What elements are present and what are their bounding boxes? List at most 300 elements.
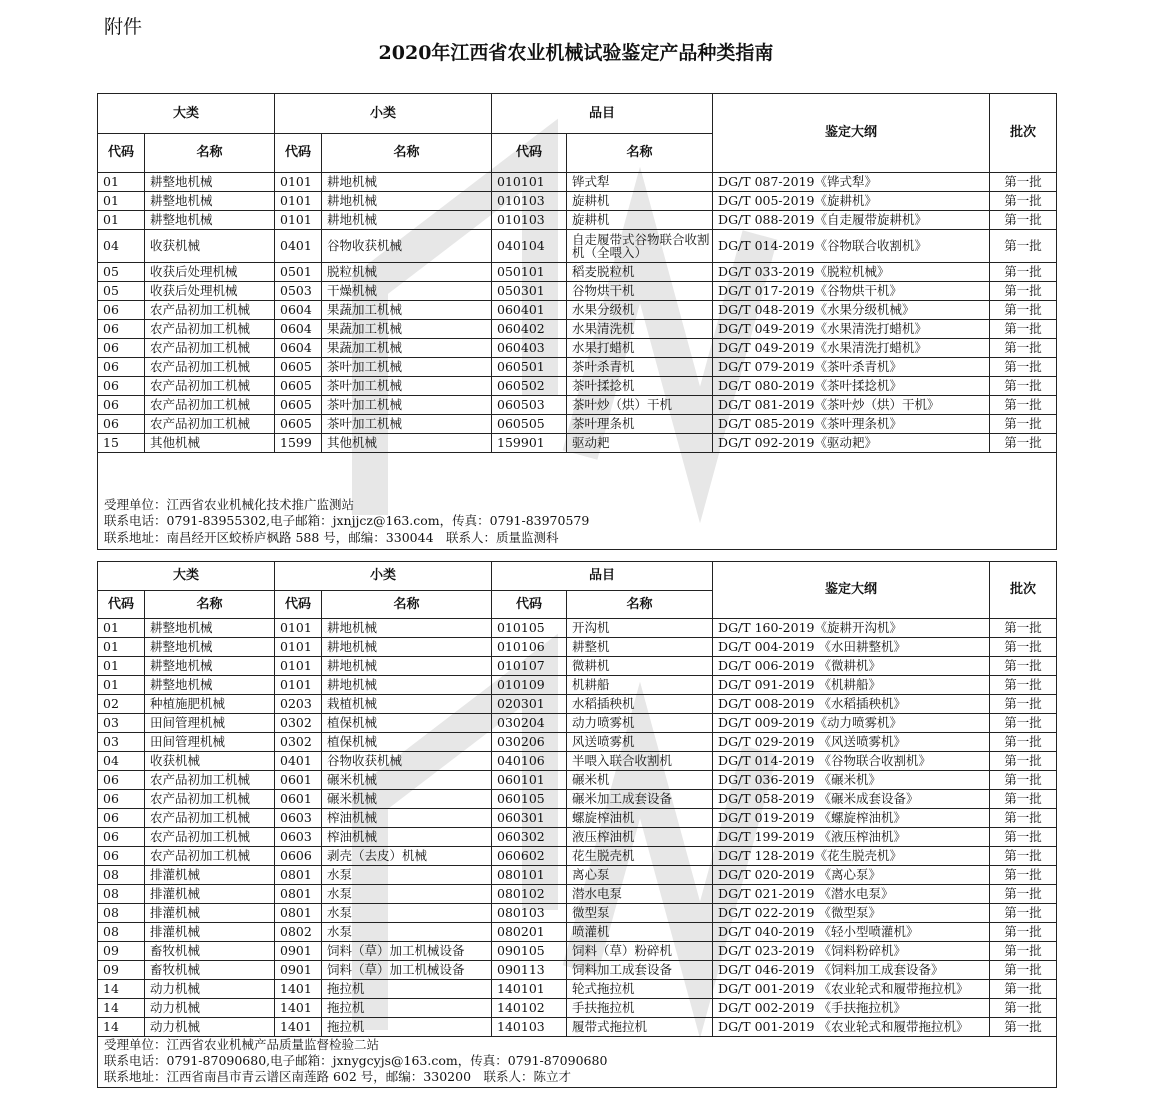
cell-item-code: 040104 (492, 230, 567, 263)
table-row (98, 358, 1057, 377)
cell-category-name: 收获机械 (145, 752, 275, 771)
cell-item-code: 060301 (492, 809, 567, 828)
cell-category-code: 05 (98, 263, 145, 282)
cell-batch: 第一批 (990, 434, 1057, 453)
cell-item-code: 060101 (492, 771, 567, 790)
cell-outline: DG/T 088-2019《自走履带旋耕机》 (713, 211, 990, 230)
header-category-name: 名称 (145, 134, 275, 173)
cell-subcategory-name: 碾米机械 (322, 790, 492, 809)
cell-category-name: 农产品初加工机械 (145, 771, 275, 790)
cell-item-code: 140101 (492, 980, 567, 999)
cell-item-code: 060503 (492, 396, 567, 415)
cell-item-name: 手扶拖拉机 (567, 999, 713, 1018)
cell-category-code: 03 (98, 714, 145, 733)
cell-subcategory-name: 茶叶加工机械 (322, 415, 492, 434)
header-subcategory: 小类 (275, 562, 492, 591)
header-category: 大类 (98, 562, 275, 591)
cell-subcategory-name: 耕地机械 (322, 657, 492, 676)
cell-category-code: 06 (98, 847, 145, 866)
cell-item-name: 饲料（草）粉碎机 (567, 942, 713, 961)
cell-item-code: 030204 (492, 714, 567, 733)
contact-info-section-2 (98, 1037, 1057, 1088)
cell-category-code: 06 (98, 377, 145, 396)
table-row (98, 923, 1057, 942)
cell-subcategory-code: 0101 (275, 657, 322, 676)
cell-subcategory-code: 0605 (275, 396, 322, 415)
cell-outline: DG/T 087-2019《铧式犁》 (713, 173, 990, 192)
cell-category-code: 06 (98, 339, 145, 358)
cell-item-code: 060602 (492, 847, 567, 866)
cell-outline: DG/T 020-2019 《离心泵》 (713, 866, 990, 885)
cell-category-code: 14 (98, 999, 145, 1018)
cell-category-name: 耕整地机械 (145, 192, 275, 211)
cell-item-code: 060401 (492, 301, 567, 320)
cell-category-code: 06 (98, 828, 145, 847)
cell-batch: 第一批 (990, 192, 1057, 211)
cell-item-name: 碾米机 (567, 771, 713, 790)
cell-subcategory-code: 1599 (275, 434, 322, 453)
cell-subcategory-name: 耕地机械 (322, 619, 492, 638)
cell-item-name: 风送喷雾机 (567, 733, 713, 752)
table-row (98, 657, 1057, 676)
table-row (98, 434, 1057, 453)
cell-item-name: 铧式犁 (567, 173, 713, 192)
cell-outline: DG/T 014-2019《谷物联合收割机》 (713, 230, 990, 263)
cell-item-code: 010106 (492, 638, 567, 657)
header-outline: 鉴定大纲 (713, 94, 990, 173)
cell-outline: DG/T 023-2019 《饲料粉碎机》 (713, 942, 990, 961)
table-body-section-2 (98, 619, 1057, 1037)
cell-subcategory-name: 饲料（草）加工机械设备 (322, 942, 492, 961)
cell-category-code: 06 (98, 396, 145, 415)
table-row (98, 847, 1057, 866)
cell-category-name: 耕整地机械 (145, 676, 275, 695)
cell-subcategory-code: 0802 (275, 923, 322, 942)
table-row (98, 866, 1057, 885)
cell-batch: 第一批 (990, 961, 1057, 980)
table-row (98, 192, 1057, 211)
cell-item-name: 水稻插秧机 (567, 695, 713, 714)
cell-item-name: 花生脱壳机 (567, 847, 713, 866)
cell-category-code: 09 (98, 961, 145, 980)
cell-subcategory-code: 0203 (275, 695, 322, 714)
cell-category-code: 01 (98, 676, 145, 695)
cell-subcategory-name: 耕地机械 (322, 638, 492, 657)
cell-category-name: 耕整地机械 (145, 173, 275, 192)
table-row (98, 828, 1057, 847)
cell-item-code: 080201 (492, 923, 567, 942)
header-item-code: 代码 (492, 591, 567, 619)
cell-item-name: 开沟机 (567, 619, 713, 638)
cell-subcategory-name: 果蔬加工机械 (322, 339, 492, 358)
attachment-label: 附件 (104, 16, 143, 38)
cell-outline: DG/T 021-2019 《潜水电泵》 (713, 885, 990, 904)
cell-outline: DG/T 199-2019 《液压榨油机》 (713, 828, 990, 847)
cell-item-code: 159901 (492, 434, 567, 453)
cell-outline: DG/T 092-2019《驱动耙》 (713, 434, 990, 453)
cell-subcategory-code: 0603 (275, 809, 322, 828)
header-item: 品目 (492, 94, 713, 134)
cell-subcategory-name: 拖拉机 (322, 999, 492, 1018)
contact-address: 联系地址：南昌经开区蛟桥庐枫路 588 号，邮编：330044 联系人：质量监测科 (104, 529, 559, 545)
cell-subcategory-name: 水泵 (322, 923, 492, 942)
cell-category-code: 04 (98, 230, 145, 263)
cell-subcategory-name: 植保机械 (322, 733, 492, 752)
cell-item-code: 030206 (492, 733, 567, 752)
cell-item-name: 稻麦脱粒机 (567, 263, 713, 282)
cell-category-name: 耕整地机械 (145, 211, 275, 230)
cell-category-code: 01 (98, 173, 145, 192)
cell-category-code: 06 (98, 790, 145, 809)
cell-item-name: 谷物烘干机 (567, 282, 713, 301)
cell-batch: 第一批 (990, 339, 1057, 358)
cell-batch: 第一批 (990, 301, 1057, 320)
cell-category-name: 耕整地机械 (145, 657, 275, 676)
cell-batch: 第一批 (990, 695, 1057, 714)
table-row (98, 320, 1057, 339)
cell-item-name: 潜水电泵 (567, 885, 713, 904)
cell-outline: DG/T 006-2019 《微耕机》 (713, 657, 990, 676)
cell-subcategory-code: 0101 (275, 173, 322, 192)
cell-item-code: 090113 (492, 961, 567, 980)
cell-item-name: 自走履带式谷物联合收割机（全喂入） (567, 230, 713, 263)
cell-item-name: 微耕机 (567, 657, 713, 676)
cell-item-code: 060302 (492, 828, 567, 847)
table-row (98, 999, 1057, 1018)
cell-category-name: 其他机械 (145, 434, 275, 453)
cell-subcategory-name: 耕地机械 (322, 173, 492, 192)
cell-subcategory-name: 耕地机械 (322, 192, 492, 211)
header-category-code: 代码 (98, 591, 145, 619)
cell-subcategory-name: 剥壳（去皮）机械 (322, 847, 492, 866)
cell-subcategory-code: 0302 (275, 714, 322, 733)
cell-subcategory-name: 耕地机械 (322, 211, 492, 230)
cell-subcategory-name: 茶叶加工机械 (322, 377, 492, 396)
table-row (98, 714, 1057, 733)
cell-category-name: 耕整地机械 (145, 619, 275, 638)
cell-category-code: 05 (98, 282, 145, 301)
header-item-code: 代码 (492, 134, 567, 173)
cell-batch: 第一批 (990, 999, 1057, 1018)
cell-item-name: 动力喷雾机 (567, 714, 713, 733)
cell-category-name: 收获机械 (145, 230, 275, 263)
cell-subcategory-code: 1401 (275, 980, 322, 999)
table-row (98, 1018, 1057, 1037)
header-subcategory-name: 名称 (322, 134, 492, 173)
contact-info-section-1 (98, 453, 1057, 550)
cell-item-code: 010101 (492, 173, 567, 192)
cell-subcategory-name: 水泵 (322, 866, 492, 885)
cell-subcategory-name: 果蔬加工机械 (322, 320, 492, 339)
cell-item-name: 轮式拖拉机 (567, 980, 713, 999)
cell-category-name: 动力机械 (145, 980, 275, 999)
cell-outline: DG/T 040-2019 《轻小型喷灌机》 (713, 923, 990, 942)
cell-subcategory-code: 0604 (275, 339, 322, 358)
cell-batch: 第一批 (990, 282, 1057, 301)
cell-subcategory-code: 0302 (275, 733, 322, 752)
cell-subcategory-code: 0503 (275, 282, 322, 301)
cell-subcategory-code: 0606 (275, 847, 322, 866)
cell-subcategory-name: 谷物收获机械 (322, 230, 492, 263)
cell-outline: DG/T 002-2019 《手扶拖拉机》 (713, 999, 990, 1018)
cell-category-name: 农产品初加工机械 (145, 377, 275, 396)
cell-category-name: 农产品初加工机械 (145, 358, 275, 377)
table-row (98, 980, 1057, 999)
cell-subcategory-name: 谷物收获机械 (322, 752, 492, 771)
cell-outline: DG/T 005-2019《旋耕机》 (713, 192, 990, 211)
cell-outline: DG/T 009-2019《动力喷雾机》 (713, 714, 990, 733)
cell-item-name: 饲料加工成套设备 (567, 961, 713, 980)
cell-batch: 第一批 (990, 377, 1057, 396)
cell-item-code: 080101 (492, 866, 567, 885)
cell-subcategory-name: 水泵 (322, 904, 492, 923)
cell-subcategory-code: 0603 (275, 828, 322, 847)
table-row (98, 790, 1057, 809)
cell-category-name: 畜牧机械 (145, 942, 275, 961)
table-row (98, 809, 1057, 828)
cell-batch: 第一批 (990, 415, 1057, 434)
cell-outline: DG/T 091-2019 《机耕船》 (713, 676, 990, 695)
cell-item-name: 碾米加工成套设备 (567, 790, 713, 809)
cell-batch: 第一批 (990, 809, 1057, 828)
cell-subcategory-code: 0601 (275, 790, 322, 809)
cell-item-name: 茶叶炒（烘）干机 (567, 396, 713, 415)
table-row (98, 733, 1057, 752)
cell-category-code: 01 (98, 211, 145, 230)
cell-subcategory-code: 0401 (275, 752, 322, 771)
cell-category-name: 田间管理机械 (145, 733, 275, 752)
cell-subcategory-code: 0101 (275, 638, 322, 657)
cell-category-code: 06 (98, 301, 145, 320)
cell-category-code: 03 (98, 733, 145, 752)
cell-item-code: 060505 (492, 415, 567, 434)
cell-batch: 第一批 (990, 638, 1057, 657)
cell-subcategory-code: 0605 (275, 415, 322, 434)
cell-category-code: 01 (98, 192, 145, 211)
cell-subcategory-code: 0604 (275, 301, 322, 320)
table-row (98, 282, 1057, 301)
cell-category-name: 农产品初加工机械 (145, 828, 275, 847)
table-row (98, 942, 1057, 961)
cell-item-code: 080103 (492, 904, 567, 923)
cell-category-code: 06 (98, 809, 145, 828)
cell-subcategory-name: 栽植机械 (322, 695, 492, 714)
cell-category-name: 农产品初加工机械 (145, 320, 275, 339)
cell-item-name: 水果清洗机 (567, 320, 713, 339)
table-row (98, 695, 1057, 714)
table-row (98, 619, 1057, 638)
cell-batch: 第一批 (990, 923, 1057, 942)
cell-category-code: 01 (98, 638, 145, 657)
cell-category-code: 02 (98, 695, 145, 714)
cell-outline: DG/T 022-2019 《微型泵》 (713, 904, 990, 923)
cell-category-code: 06 (98, 415, 145, 434)
cell-subcategory-code: 1401 (275, 999, 322, 1018)
table-row (98, 173, 1057, 192)
cell-subcategory-name: 碾米机械 (322, 771, 492, 790)
table-row (98, 263, 1057, 282)
cell-category-name: 农产品初加工机械 (145, 790, 275, 809)
cell-batch: 第一批 (990, 320, 1057, 339)
cell-item-name: 机耕船 (567, 676, 713, 695)
table-row (98, 301, 1057, 320)
cell-category-code: 15 (98, 434, 145, 453)
cell-item-name: 半喂入联合收割机 (567, 752, 713, 771)
cell-batch: 第一批 (990, 885, 1057, 904)
cell-category-code: 09 (98, 942, 145, 961)
cell-batch: 第一批 (990, 173, 1057, 192)
cell-subcategory-code: 0604 (275, 320, 322, 339)
cell-item-name: 履带式拖拉机 (567, 1018, 713, 1037)
cell-item-name: 驱动耙 (567, 434, 713, 453)
cell-outline: DG/T 085-2019《茶叶理条机》 (713, 415, 990, 434)
cell-outline: DG/T 048-2019《水果分级机械》 (713, 301, 990, 320)
cell-item-name: 微型泵 (567, 904, 713, 923)
cell-batch: 第一批 (990, 942, 1057, 961)
cell-category-code: 04 (98, 752, 145, 771)
table-row (98, 396, 1057, 415)
cell-item-name: 离心泵 (567, 866, 713, 885)
cell-category-name: 农产品初加工机械 (145, 339, 275, 358)
cell-subcategory-code: 0101 (275, 211, 322, 230)
table-row (98, 638, 1057, 657)
cell-subcategory-code: 0101 (275, 676, 322, 695)
cell-outline: DG/T 081-2019《茶叶炒（烘）干机》 (713, 396, 990, 415)
cell-item-code: 060402 (492, 320, 567, 339)
cell-category-name: 排灌机械 (145, 923, 275, 942)
cell-item-name: 旋耕机 (567, 211, 713, 230)
cell-subcategory-name: 果蔬加工机械 (322, 301, 492, 320)
cell-item-code: 020301 (492, 695, 567, 714)
cell-category-name: 耕整地机械 (145, 638, 275, 657)
cell-category-code: 01 (98, 657, 145, 676)
cell-subcategory-code: 0101 (275, 192, 322, 211)
cell-batch: 第一批 (990, 396, 1057, 415)
cell-subcategory-code: 0801 (275, 885, 322, 904)
table-row (98, 961, 1057, 980)
cell-category-code: 08 (98, 866, 145, 885)
cell-item-code: 060105 (492, 790, 567, 809)
cell-batch: 第一批 (990, 714, 1057, 733)
cell-category-name: 收获后处理机械 (145, 263, 275, 282)
cell-category-code: 06 (98, 358, 145, 377)
table-body-section-1 (98, 173, 1057, 453)
header-category-code: 代码 (98, 134, 145, 173)
table-row (98, 676, 1057, 695)
cell-subcategory-code: 0101 (275, 619, 322, 638)
table-row (98, 211, 1057, 230)
cell-batch: 第一批 (990, 211, 1057, 230)
cell-category-name: 排灌机械 (145, 885, 275, 904)
header-item-name: 名称 (567, 591, 713, 619)
header-subcategory-name: 名称 (322, 591, 492, 619)
cell-item-code: 010109 (492, 676, 567, 695)
cell-item-name: 旋耕机 (567, 192, 713, 211)
header-subcategory-code: 代码 (275, 591, 322, 619)
header-item-name: 名称 (567, 134, 713, 173)
header-category-name: 名称 (145, 591, 275, 619)
cell-subcategory-code: 0501 (275, 263, 322, 282)
cell-batch: 第一批 (990, 733, 1057, 752)
cell-category-code: 01 (98, 619, 145, 638)
cell-subcategory-code: 0901 (275, 942, 322, 961)
cell-category-code: 08 (98, 904, 145, 923)
table-row (98, 415, 1057, 434)
table-row (98, 339, 1057, 358)
cell-subcategory-code: 1401 (275, 1018, 322, 1037)
cell-item-code: 010103 (492, 192, 567, 211)
contact-phone: 联系电话：0791-83955302,电子邮箱：jxnjjcz@163.com，传真：0791-83970579 (104, 513, 590, 528)
cell-category-name: 畜牧机械 (145, 961, 275, 980)
cell-subcategory-name: 茶叶加工机械 (322, 396, 492, 415)
cell-item-code: 090105 (492, 942, 567, 961)
cell-batch: 第一批 (990, 1018, 1057, 1037)
cell-subcategory-code: 0801 (275, 866, 322, 885)
cell-category-name: 农产品初加工机械 (145, 847, 275, 866)
cell-item-code: 050301 (492, 282, 567, 301)
cell-subcategory-code: 0605 (275, 377, 322, 396)
cell-item-code: 060502 (492, 377, 567, 396)
header-batch: 批次 (990, 94, 1057, 173)
cell-subcategory-name: 拖拉机 (322, 1018, 492, 1037)
contact-phone: 联系电话：0791-87090680,电子邮箱：jxnygcyjs@163.com，传真：0791-87090680 (104, 1053, 608, 1068)
cell-subcategory-name: 榨油机械 (322, 828, 492, 847)
cell-item-name: 螺旋榨油机 (567, 809, 713, 828)
cell-item-code: 060403 (492, 339, 567, 358)
cell-item-code: 010107 (492, 657, 567, 676)
cell-batch: 第一批 (990, 230, 1057, 263)
cell-item-name: 茶叶杀青机 (567, 358, 713, 377)
contact-unit: 受理单位：江西省农业机械产品质量监督检验二站 (104, 1037, 380, 1052)
cell-batch: 第一批 (990, 657, 1057, 676)
cell-outline: DG/T 160-2019《旋耕开沟机》 (713, 619, 990, 638)
cell-item-name: 液压榨油机 (567, 828, 713, 847)
cell-batch: 第一批 (990, 828, 1057, 847)
document-title: 2020年江西省农业机械试验鉴定产品种类指南 (378, 42, 774, 64)
product-table-section-1 (97, 93, 1057, 550)
cell-item-code: 060501 (492, 358, 567, 377)
cell-outline: DG/T 049-2019《水果清洗打蜡机》 (713, 339, 990, 358)
cell-subcategory-name: 植保机械 (322, 714, 492, 733)
cell-batch: 第一批 (990, 847, 1057, 866)
cell-subcategory-code: 0901 (275, 961, 322, 980)
cell-outline: DG/T 001-2019 《农业轮式和履带拖拉机》 (713, 980, 990, 999)
cell-batch: 第一批 (990, 980, 1057, 999)
cell-category-code: 08 (98, 923, 145, 942)
product-table-section-2 (97, 561, 1057, 1088)
cell-category-name: 动力机械 (145, 999, 275, 1018)
cell-subcategory-name: 拖拉机 (322, 980, 492, 999)
cell-batch: 第一批 (990, 866, 1057, 885)
table-row (98, 377, 1057, 396)
cell-outline: DG/T 049-2019《水果清洗打蜡机》 (713, 320, 990, 339)
table-row (98, 752, 1057, 771)
cell-batch: 第一批 (990, 904, 1057, 923)
cell-category-code: 14 (98, 980, 145, 999)
cell-outline: DG/T 017-2019《谷物烘干机》 (713, 282, 990, 301)
cell-subcategory-code: 0401 (275, 230, 322, 263)
cell-category-name: 田间管理机械 (145, 714, 275, 733)
cell-outline: DG/T 014-2019 《谷物联合收割机》 (713, 752, 990, 771)
cell-category-name: 排灌机械 (145, 904, 275, 923)
contact-address: 联系地址：江西省南昌市青云谱区南莲路 602 号，邮编：330200 联系人：陈立才 (104, 1069, 572, 1084)
cell-outline: DG/T 001-2019 《农业轮式和履带拖拉机》 (713, 1018, 990, 1037)
header-subcategory-code: 代码 (275, 134, 322, 173)
cell-subcategory-name: 茶叶加工机械 (322, 358, 492, 377)
cell-outline: DG/T 079-2019《茶叶杀青机》 (713, 358, 990, 377)
cell-category-name: 农产品初加工机械 (145, 415, 275, 434)
cell-category-name: 动力机械 (145, 1018, 275, 1037)
